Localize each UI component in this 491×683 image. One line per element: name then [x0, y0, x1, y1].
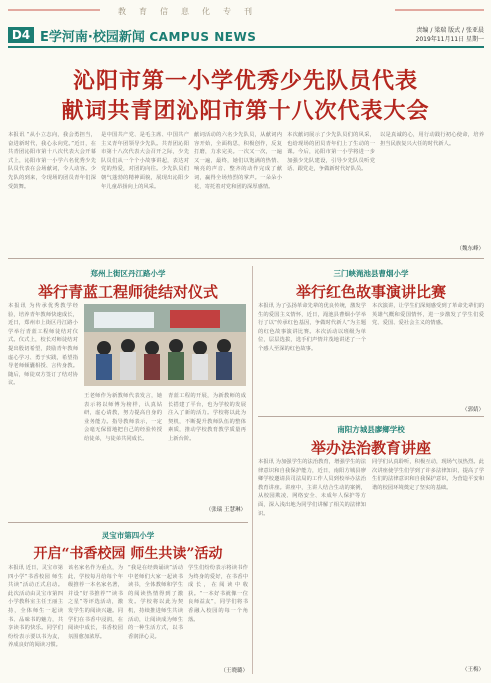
story2-column-1: 本报讯 为了弘扬革命先辈的优良传统，激发学生的爱国主义情怀，近日，渑池县曹烟小学举行了以“传承红色基因，争做时代新人”为主题的红色故事演讲比赛。本次活动以班级为单位，层层选拔，选手们声情并茂地讲述了一个个感人至深的红色故事。 — [258, 303, 366, 352]
story1-title: 举行青蓝工程师徒结对仪式 — [37, 283, 218, 301]
photo-classroom-scene — [84, 304, 246, 386]
story4-kicker: 灵宝市第四小学 — [101, 531, 155, 540]
lead-signature: （魏东峰） — [456, 246, 484, 252]
story1-photo — [84, 304, 246, 386]
lead-headline-line2: 献词共青团沁阳市第十八次代表大会 — [61, 98, 430, 124]
story2-signature: （郭婧） — [461, 407, 484, 413]
story4-column-2: 该名家名作为重点，为此，学校每月给每个年级推荐一本名家名著，并设“好书推荐”“读书之星”等评选活动，激发学生的阅读兴趣。同学们在书香中浸润，在阅读中成长，书香校园氛围愈加浓厚。 — [68, 565, 123, 640]
section-divider — [8, 258, 484, 259]
story1-column-1: 本报讯 为传承优秀教学经验，培养青年教师快速成长，近日，郑州市上街区丹江路小学举行青蓝工程师徒结对仪式。仪式上，校长对师徒结对提出殷切希望，鼓励青年教师虚心学习、勇于实践，希望指导老师倾囊相授、言传身教。随后，师徒双方签订了结对协议。 — [8, 303, 78, 387]
masthead-decor-line-left — [8, 9, 100, 11]
editor-credit: 责编 / 梁瑞 版式 / 张亚晨 — [416, 27, 484, 34]
story3-kicker: 南阳方城县廖鄉学校 — [337, 425, 405, 434]
brand-title — [40, 26, 256, 45]
story2-column-2: 本次演讲，让学生们深刻感受到了革命先辈们的英雄气概和爱国情怀，进一步激发了学生们爱党、爱国、爱社会主义的情感。 — [372, 303, 484, 327]
story3-column-1: 本报讯 为加强学生的法治教育，增强学生的法律意识和自我保护能力，近日，南阳方城县廖鄉学校邀请县司法局的工作人员到校举办法治教育讲座。讲座中，主讲人结合生动的案例，从校园欺凌、网络安全、未成年人保护等方面，深入浅出地为同学们讲解了相关的法律知识。 — [258, 459, 366, 517]
story4-title: 开启“书香校园 师生共读”活动 — [33, 546, 223, 562]
story3-signature: （王梅） — [461, 667, 484, 673]
lead-headline-line1: 沁阳市第一小学优秀少先队员代表 — [72, 68, 418, 94]
lead-column-3: 献词活动的六名少先队员，从献词内容开始，全面构思，积极创作，反复打磨，力求完美。一次又一次，一遍又一遍，最终，她们以饱满的热情、响亮的声音、整齐的动作完成了献词，赢得全场热烈的掌声。一朵朵小花，寄托着对党和团的深厚感情。 — [194, 132, 282, 190]
lead-column-2: 是中国共产党、是毛主席、中国共产主义青年团领导少先队。共青团沁阳市第十八次代表大会召开之际，少先队员们从一个个小故事讲起，表达对党的热爱，对团的向往。少先队员们朝气蓬勃的精神面貌，展现出沁阳少年儿童昂扬向上的风采。 — [101, 132, 189, 190]
story1-kicker: 郑州上街区丹江路小学 — [90, 269, 166, 278]
story4-divider — [8, 522, 248, 523]
masthead-decor-text: 教育信息化专刊 — [118, 7, 265, 16]
masthead — [0, 0, 491, 48]
issue-date: 2019年11月11日 星期一 — [415, 36, 484, 43]
story3-title: 举办法治教育讲座 — [310, 439, 431, 457]
story1-signature: （张瑞 王慧琳） — [205, 507, 246, 513]
story4-column-4: 学生们纷纷表示将读书作为终身的爱好，在书香中成长，在阅读中收获。“一本好书就像一位良师益友”，同学们将书香融入校园的每一个角落。 — [188, 565, 248, 623]
vertical-divider — [252, 266, 253, 674]
story1-column-2: 王老师作为新教师代表发言，她表示将以师傅为榜样，认真钻研，虚心请教，努力提高自身的业务能力。指导教师表示，一定会毫无保留地把自己的经验传授给徒弟，与徒弟共同成长。 — [84, 393, 162, 442]
brand-chinese: E学河南·校园新闻 — [40, 30, 145, 45]
page-number: D4 — [8, 27, 34, 43]
brand-english: CAMPUS NEWS — [149, 30, 257, 44]
masthead-decor-line-right — [395, 9, 484, 11]
story4-column-1: 本报讯 近日，灵宝市第四小学“书香校园 师生共读”活动正式启动。此次活动由灵宝市第四小学教科室主任王丽主持，全体师生一起读书、品味书的魅力，共享读书的快乐。同学们纷纷表示要以书为友，养成良好的阅读习惯。 — [8, 565, 63, 649]
lead-column-5: 以是真诚的心，用行动践行初心使命，培养担当民族复兴大任的时代新人。 — [380, 132, 484, 147]
lead-column-1: 本报讯 “从小立志向，我会勇担当，奋进新时代，我心永向党。”近日，在共青团沁阳市第十八次代表大会开幕式上，沁阳市第一小学六名优秀少先队员代表在会场献词，令人动容。少先队的到来，令现场的团员青年们深受鼓舞。 — [8, 132, 96, 190]
story2-divider — [258, 416, 484, 417]
story4-column-3: “我是在经典诵读”活动中老师们大家一起读书读书，全体教师和学生的阅读热情得到了激发。学校将以此为契机，持续推进师生共读活动，让阅读成为师生的一种生活方式，以书香润泽心灵。 — [128, 565, 183, 640]
story3-column-2: 同学们认真聆听，积极互动，现场气氛热烈。此次讲座使学生们学到了许多法律知识，提高了学生们的法律意识和自我保护意识，为营造平安和谐的校园环境奠定了坚实的基础。 — [372, 459, 484, 491]
masthead-rule — [8, 46, 484, 48]
lead-column-4: 本次献词展示了少先队员们的风采，也给现场的团员青年们上了生动的一课。今后，沁阳市第一小学将进一步加强少先队建设，引导少先队员听党话、跟党走，争做新时代好队员。 — [287, 132, 375, 173]
story4-signature: （王晓璐） — [220, 668, 248, 674]
story1-column-3: 青蓝工程的开展，为新教师的成长搭建了平台，也为学校的发展注入了新的活力。学校将以此为契机，不断提升教师队伍的整体素质，推动学校教育教学质量再上新台阶。 — [168, 393, 246, 442]
story2-title: 举行红色故事演讲比赛 — [295, 283, 446, 301]
story2-kicker: 三门峡渑池县曹烟小学 — [333, 269, 409, 278]
